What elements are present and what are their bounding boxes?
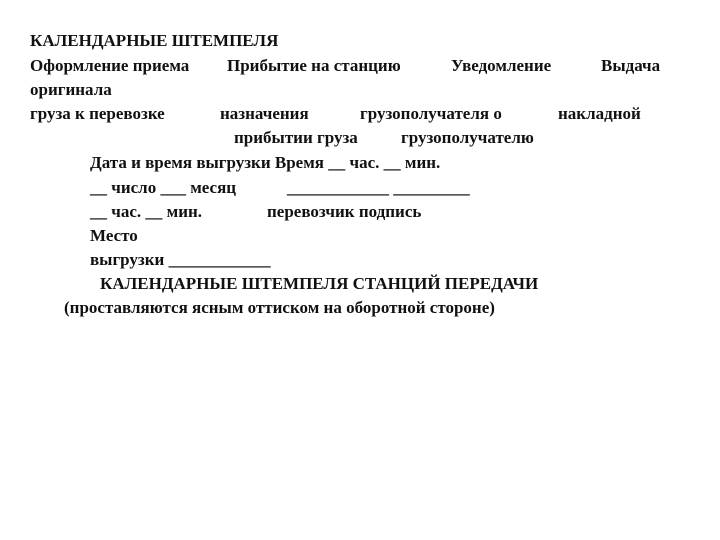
header-cargo-arrival: прибытии груза — [234, 128, 358, 147]
carrier-signature-label: перевозчик подпись — [267, 202, 422, 221]
transfer-stations-note: (проставляются ясным оттиском на оборотной стороне) — [64, 298, 495, 317]
document-title: КАЛЕНДАРНЫЕ ШТЕМПЕЛЯ — [30, 31, 279, 50]
date-line: __ число ___ месяц — [90, 178, 237, 197]
header-destination: назначения — [220, 104, 309, 123]
unload-datetime-line: Дата и время выгрузки Время __ час. __ мин. — [90, 153, 441, 172]
header-registration: Оформление приема — [30, 56, 190, 75]
unload-place-line: выгрузки ____________ — [90, 250, 271, 269]
header-issue: Выдача — [601, 56, 661, 75]
header-to-consignee: грузополучателю — [401, 128, 534, 147]
header-cargo-shipment: груза к перевозке — [30, 104, 165, 123]
header-notification: Уведомление — [451, 56, 552, 75]
header-consignee: грузополучателя о — [360, 104, 502, 123]
header-original: оригинала — [30, 80, 112, 99]
transfer-stations-title: КАЛЕНДАРНЫЕ ШТЕМПЕЛЯ СТАНЦИЙ ПЕРЕДАЧИ — [100, 274, 539, 293]
place-label: Место — [90, 226, 138, 245]
signature-blanks: ____________ _________ — [287, 178, 470, 197]
header-waybill: накладной — [558, 104, 641, 123]
time-line: __ час. __ мин. — [90, 202, 203, 221]
header-arrival: Прибытие на станцию — [227, 56, 401, 75]
